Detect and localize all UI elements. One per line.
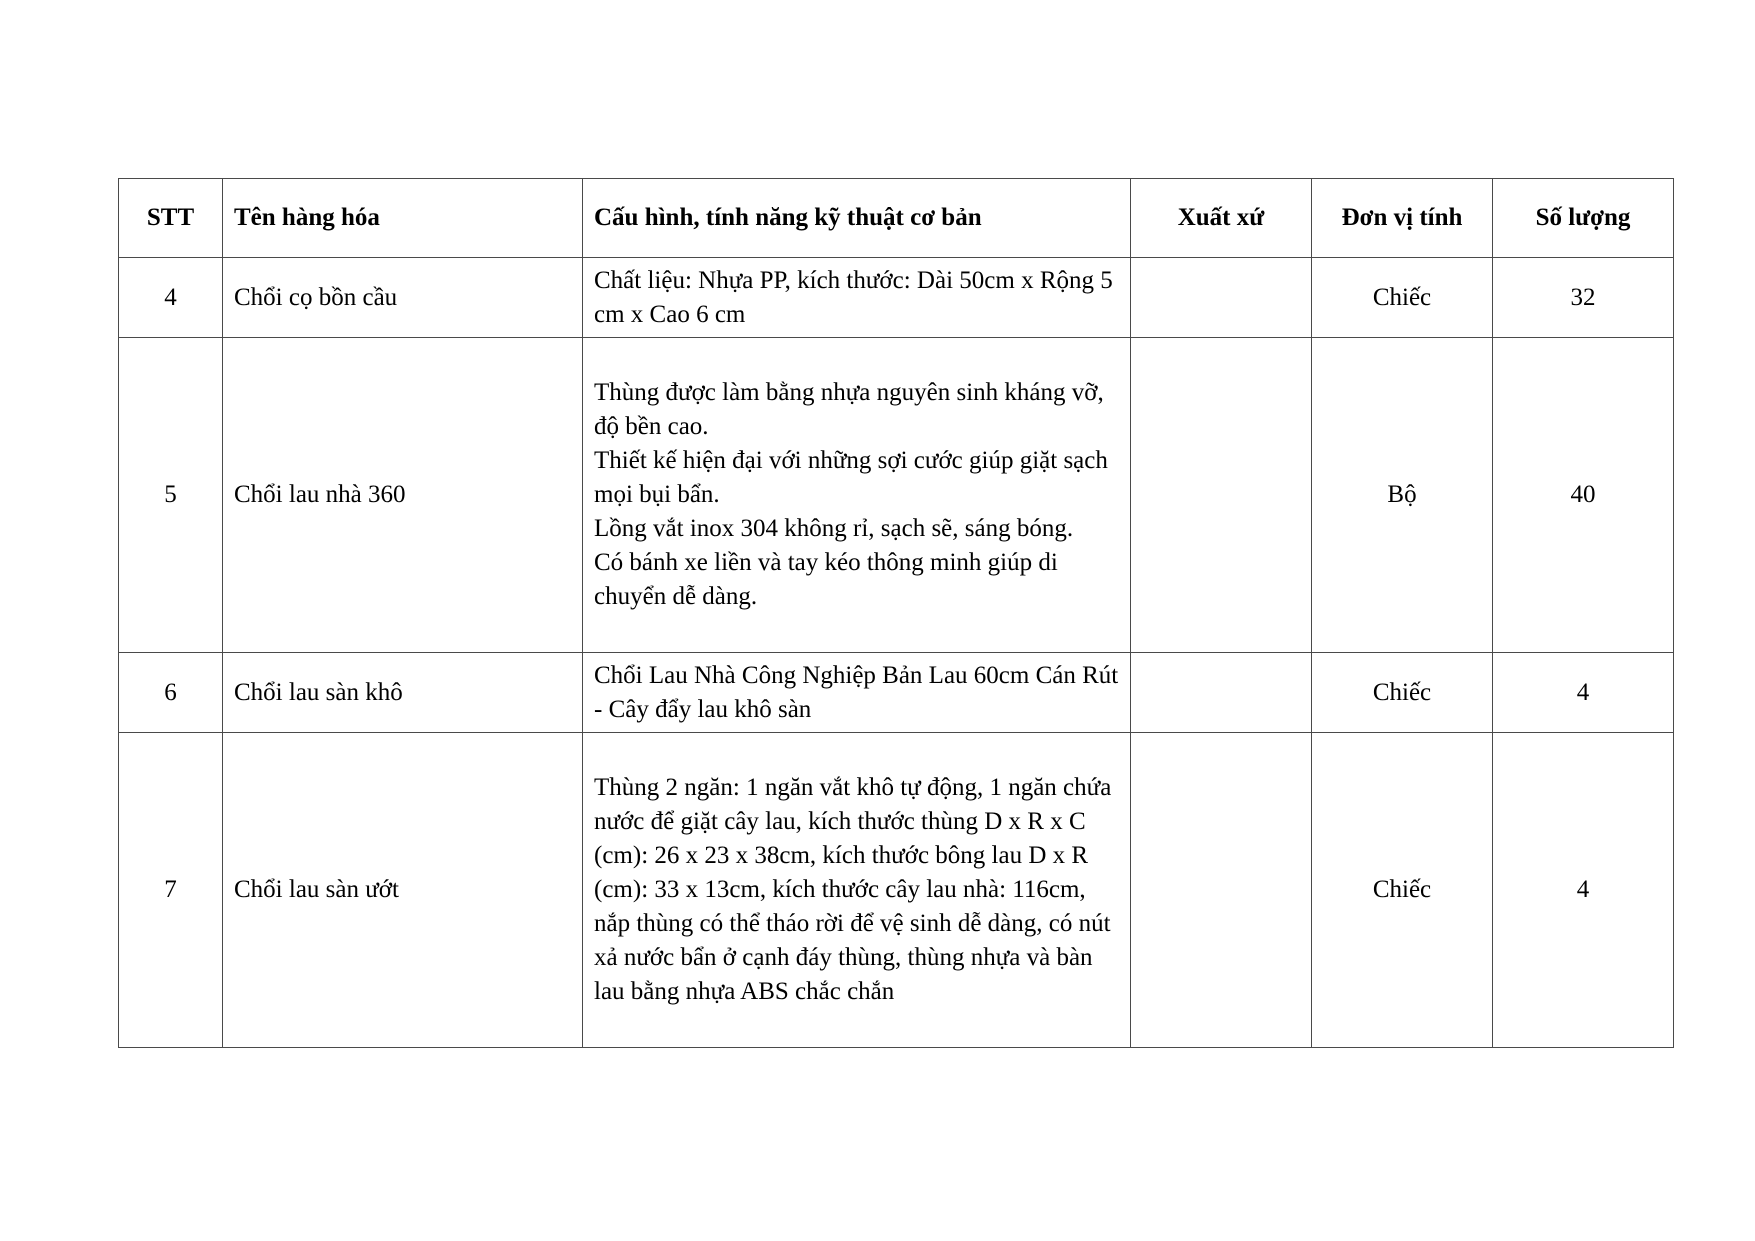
cell-qty: 4: [1493, 653, 1674, 733]
header-name: Tên hàng hóa: [223, 179, 583, 258]
header-unit: Đơn vị tính: [1312, 179, 1493, 258]
table-header-row: [119, 179, 1674, 258]
header-stt: STT: [119, 179, 223, 258]
cell-spec: Thùng 2 ngăn: 1 ngăn vắt khô tự động, 1 ngăn chứa nước để giặt cây lau, kích thước thùng D x R x C (cm): 26 x 23 x 38cm, kích thước bông lau D x R (cm): 33 x 13cm, kích thước cây lau nhà: 116cm, nắp thùng có thể tháo rời để vệ sinh dễ dàng, có nút xả nước bẩn ở cạnh đáy thùng, thùng nhựa và bàn lau bằng nhựa ABS chắc chắn: [583, 733, 1131, 1048]
cell-unit: Chiếc: [1312, 653, 1493, 733]
table-row: [119, 338, 1674, 653]
cell-unit: Bộ: [1312, 338, 1493, 653]
cell-qty: 4: [1493, 733, 1674, 1048]
goods-table: [118, 178, 1674, 1048]
cell-origin: [1131, 653, 1312, 733]
cell-spec: Thùng được làm bằng nhựa nguyên sinh kháng vỡ, độ bền cao. Thiết kế hiện đại với những sợi cước giúp giặt sạch mọi bụi bẩn. Lồng vắt inox 304 không rỉ, sạch sẽ, sáng bóng. Có bánh xe liền và tay kéo thông minh giúp di chuyển dễ dàng.: [583, 338, 1131, 653]
table-row: [119, 733, 1674, 1048]
cell-qty: 32: [1493, 258, 1674, 338]
cell-spec: Chổi Lau Nhà Công Nghiệp Bản Lau 60cm Cán Rút - Cây đẩy lau khô sàn: [583, 653, 1131, 733]
header-qty: Số lượng: [1493, 179, 1674, 258]
cell-name: Chổi lau nhà 360: [223, 338, 583, 653]
cell-origin: [1131, 338, 1312, 653]
table-row: [119, 653, 1674, 733]
header-origin: Xuất xứ: [1131, 179, 1312, 258]
cell-name: Chổi cọ bồn cầu: [223, 258, 583, 338]
cell-spec: Chất liệu: Nhựa PP, kích thước: Dài 50cm x Rộng 5 cm x Cao 6 cm: [583, 258, 1131, 338]
cell-origin: [1131, 258, 1312, 338]
cell-stt: 5: [119, 338, 223, 653]
cell-stt: 7: [119, 733, 223, 1048]
cell-stt: 4: [119, 258, 223, 338]
cell-name: Chổi lau sàn ướt: [223, 733, 583, 1048]
cell-stt: 6: [119, 653, 223, 733]
cell-name: Chổi lau sàn khô: [223, 653, 583, 733]
table-row: [119, 258, 1674, 338]
cell-qty: 40: [1493, 338, 1674, 653]
cell-unit: Chiếc: [1312, 258, 1493, 338]
cell-origin: [1131, 733, 1312, 1048]
header-spec: Cấu hình, tính năng kỹ thuật cơ bản: [583, 179, 1131, 258]
cell-unit: Chiếc: [1312, 733, 1493, 1048]
